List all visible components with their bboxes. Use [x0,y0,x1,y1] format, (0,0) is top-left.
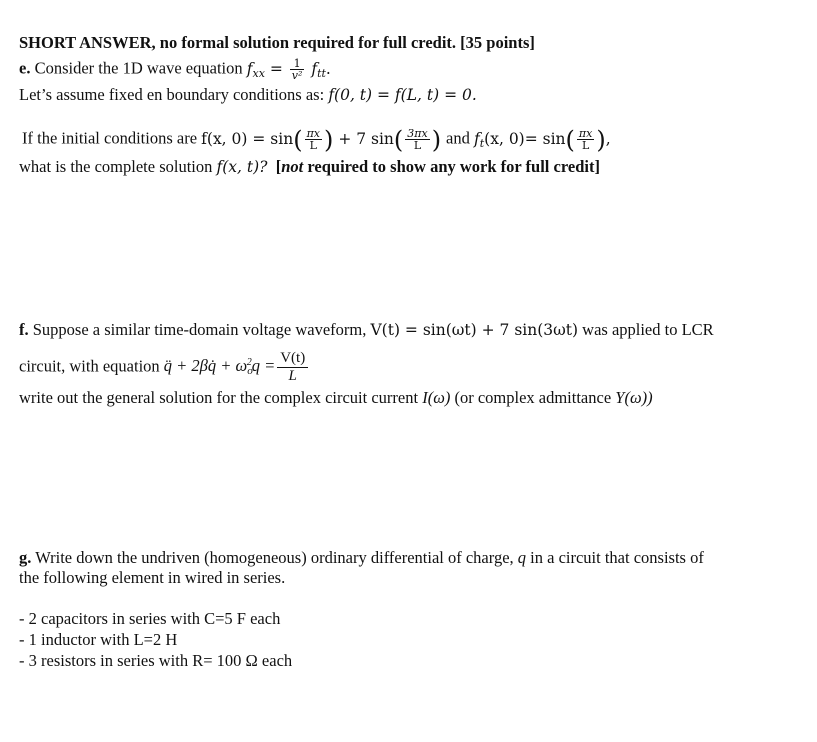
part-g-text1: Write down the undriven (homogeneous) ordinary differential of charge, [35,548,514,567]
part-f-line3 [19,388,653,408]
admittance-symbol: Y(ω)) [615,388,653,407]
part-g-text1-end: in a circuit that consists of [530,548,704,567]
initial-condition-ft: $f_t(x$, 0)= sin( $\frac{\pi x}{L}$ ), [474,125,611,154]
part-f-line1 [19,320,714,340]
question-prefix: what is the complete solution [19,157,213,176]
part-f-text1: Suppose a similar time-domain voltage waveform, [32,320,367,339]
part-g-line2: the following element in wired in series. [19,568,286,587]
initial-condition-f: f(x, 0) = sin( $\frac{\pi x}{L}$ ) + 7 sin( $\frac{3\pi x}{L}$ ) [201,125,442,154]
part-e-intro: Consider the 1D wave equation [34,58,243,78]
list-item: - 3 resistors in series with R= 100 Ω each [19,651,293,670]
wave-equation: $f_{xx}$ = $\frac{1}{\text{v²}}$ $f_{tt}$. [246,57,331,82]
part-e-question-line [19,157,600,177]
part-f-label: f. [19,320,29,339]
part-f-line2 [19,350,310,385]
part-e-label: e. [19,58,31,78]
lcr-equation: q̈ + 2βq̇ + $\omega_o^2q$ = [163,356,276,378]
list-item: - 1 inductor with L=2 H [19,630,178,649]
voltage-waveform: V(t) = sin(ωt) + 7 sin(3ωt) [370,321,579,339]
charge-symbol: q [517,548,527,567]
part-g-label: g. [19,548,32,567]
part-e-equation-line [19,58,331,84]
question-note: [not required to show any work for full credit] [275,157,600,176]
part-g-line1 [19,548,704,568]
boundary-text: Let’s assume fixed en boundary conditions as: [19,85,325,104]
lcr-equation-fraction: $\frac{V(t)}{L}$ [277,350,308,385]
section-title: SHORT ANSWER, no formal solution required for full credit. [35 points] [19,33,535,52]
question-function: f(x, t)? [216,158,268,176]
boundary-equation: f(0, t) = f(L, t) = 0. [328,86,477,104]
part-f-text1-end: was applied to LCR [582,320,714,339]
wave-equation-fraction: $\frac{1}{\text{v²}}$ [291,57,303,82]
part-f-text3-mid: (or complex admittance [454,388,612,407]
boundary-conditions-line [19,85,477,105]
initial-conditions-line [22,125,611,154]
part-f-text3: write out the general solution for the complex circuit current [19,388,419,407]
current-symbol: I(ω) [422,388,451,407]
list-item: - 2 capacitors in series with C=5 F each [19,609,281,628]
part-f-text2: circuit, with equation [19,356,160,376]
initial-prefix: If the initial conditions are [22,128,198,148]
and-text: and [446,128,470,148]
